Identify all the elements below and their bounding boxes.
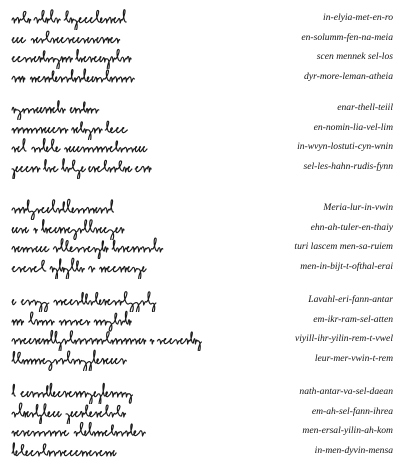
transliteration-text: Meria-lur-in-vwin <box>323 202 393 213</box>
verse-line <box>0 118 407 138</box>
transliteration-text: dyr-more-leman-atheia <box>304 70 393 82</box>
transliteration-text: in-elyia-met-en-ro <box>323 12 393 23</box>
transliteration-text: viyill-ihr-yilin-rem-t-vwel <box>294 333 393 344</box>
transliteration-text: leur-mer-vwin-t-rem <box>314 352 393 364</box>
verse-line <box>0 349 407 369</box>
stanza <box>0 98 407 176</box>
verse-line <box>0 67 407 87</box>
verse-line <box>0 290 407 310</box>
verse-line <box>0 421 407 441</box>
transliteration-text: sel-les-hahn-rudis-fynn <box>303 160 393 172</box>
transliteration-text: men-ersal-yilin-ah-kom <box>302 425 393 436</box>
transliteration-text: em-ikr-ram-sel-atten <box>313 313 393 325</box>
verse-line <box>0 441 407 461</box>
verse-line <box>0 47 407 67</box>
verse-line <box>0 98 407 118</box>
transliteration-text: nath-antar-va-sel-daean <box>299 386 393 397</box>
verse-line <box>0 257 407 277</box>
transliteration-text: men-in-bijt-t-ofthal-erai <box>300 260 393 272</box>
handwritten-script-line <box>10 441 122 463</box>
verse-line <box>0 218 407 238</box>
transliteration-text: enar-thell-teiil <box>337 102 393 113</box>
handwritten-script-line <box>10 67 140 89</box>
verse-line <box>0 28 407 48</box>
verse-line <box>0 237 407 257</box>
stanza <box>0 8 407 86</box>
transliteration-text: scen mennek sel-los <box>316 51 393 62</box>
verse-line <box>0 198 407 218</box>
transliteration-text: in-wvyn-lostuti-cyn-wnin <box>297 141 393 152</box>
stanza <box>0 290 407 368</box>
transliteration-text: ehn-ah-tuler-en-thaiy <box>310 221 393 233</box>
transliteration-text: Lavahl-eri-fann-antar <box>308 294 393 305</box>
verse-line <box>0 157 407 177</box>
transliteration-text: en-nomin-lia-vel-lim <box>313 121 393 133</box>
verse-line <box>0 137 407 157</box>
transliteration-text: in-men-dyvin-mensa <box>314 444 393 456</box>
verse-line <box>0 402 407 422</box>
verse-line <box>0 382 407 402</box>
verse-line <box>0 329 407 349</box>
handwritten-script-line <box>10 349 130 371</box>
handwritten-script-line <box>10 157 156 179</box>
stanza <box>0 198 407 276</box>
stanza <box>0 382 407 460</box>
handwritten-script-line <box>10 257 150 279</box>
verse-line <box>0 310 407 330</box>
transliteration-text: turi lascem men-sa-ruiem <box>294 241 393 252</box>
verse-line <box>0 8 407 28</box>
transliteration-text: en-solumm-fen-na-meia <box>301 31 393 43</box>
transliteration-text: em-ah-sel-fann-ihrea <box>311 405 393 417</box>
